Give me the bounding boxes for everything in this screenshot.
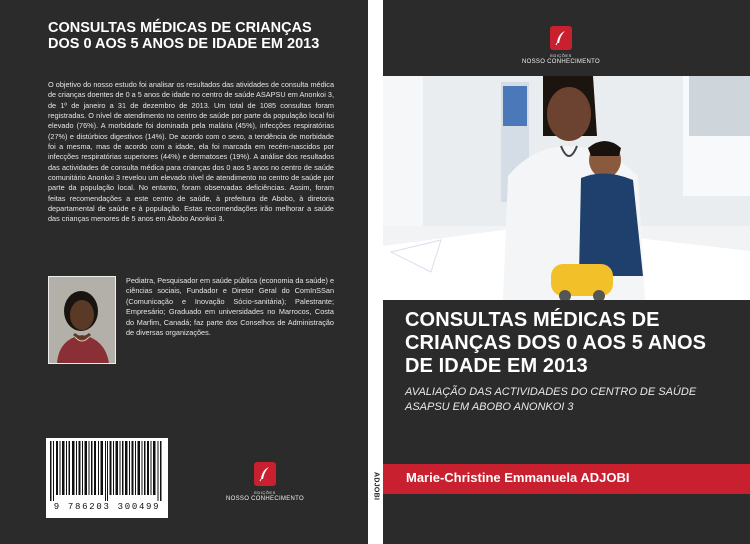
barcode-lines <box>50 441 164 501</box>
back-cover-title: CONSULTAS MÉDICAS DE CRIANÇAS DOS 0 AOS 5 ANOS DE IDADE EM 2013 <box>48 20 320 52</box>
cover-photo <box>383 76 750 300</box>
publisher-name: NOSSO CONHECIMENTO <box>226 496 304 502</box>
doctor-and-child-illustration <box>383 76 750 300</box>
publisher-label-small: EDIÇÕES <box>254 490 276 495</box>
barcode <box>46 438 168 518</box>
back-cover-summary: O objetivo do nosso estudo foi analisar os resultados das atividades de consulta médica de crianças doentes de 0 a 5 anos de idade no centro de saúde ASAPSU em Anonkoi 3, de 1º de janeiro a 31 de dezembro de 2013. Um total de 1085 consultas foram registradas. O nível de atendimento no centro de saúde por parte da população local foi elevado (76%). A morbidade foi dominada pela malária (45%), infecções respiratórias (27%) e distúrbios digestivos (14%). De acordo com o sexo, a tendência de morbidade foi a mesma, mas de acordo com a idade, ela foi marcada em recém-nascidos por infecções respiratórias superiores (44%) e dermatoses (19%). A análise dos resultados das actividades de consulta médica para crianças dos 0 aos 5 anos no centro de saúde comunitário Anonkoi 3 revelou um elevado nível de atendimento no centro de saúde por parte da população local. No entanto, foram observadas deficiências. Assim, foram feitas recomendações a este centro de saúde, à prefeitura de Abobo, à diretoria departamental de saúde e à população. Estas recomendações irão melhorar a saúde das crianças menores de 5 anos em Abobo Anonkoi 3. <box>48 80 334 224</box>
publisher-label-small: EDIÇÕES <box>550 53 572 58</box>
front-cover-title: CONSULTAS MÉDICAS DE CRIANÇAS DOS 0 AOS 5 ANOS DE IDADE EM 2013 <box>405 309 707 377</box>
spine-author-label: ADJOBI <box>372 472 379 501</box>
publisher-logo-front <box>550 26 572 50</box>
feather-logo-icon <box>258 466 272 482</box>
publisher-logo-back <box>254 462 276 486</box>
spine <box>368 0 383 544</box>
author-bio: Pediatra, Pesquisador em saúde pública (economia da saúde) e ciências sociais, Fundador e Diretor Geral do ComInSSan (Comunicação e Inovação Sócio-sanitária); Palestrante; Empresário; Graduado em universidades no Marrocos, Costa do Marfim, Canadá; faz parte dos Conselhos de Administração de diversas organizações. <box>126 276 334 338</box>
publisher-name-front <box>516 53 606 65</box>
isbn-number: 9 786203 300499 <box>53 502 161 512</box>
spine-author <box>368 472 383 532</box>
front-cover-author: Marie-Christine Emmanuela ADJOBI <box>406 470 630 485</box>
front-cover-subtitle: AVALIAÇÃO DAS ACTIVIDADES DO CENTRO DE SAÚDE ASAPSU EM ABOBO ANONKOI 3 <box>405 386 697 413</box>
feather-logo-icon <box>554 30 568 46</box>
publisher-name: NOSSO CONHECIMENTO <box>522 59 600 65</box>
publisher-name-back <box>220 490 310 502</box>
author-photo <box>48 276 116 364</box>
